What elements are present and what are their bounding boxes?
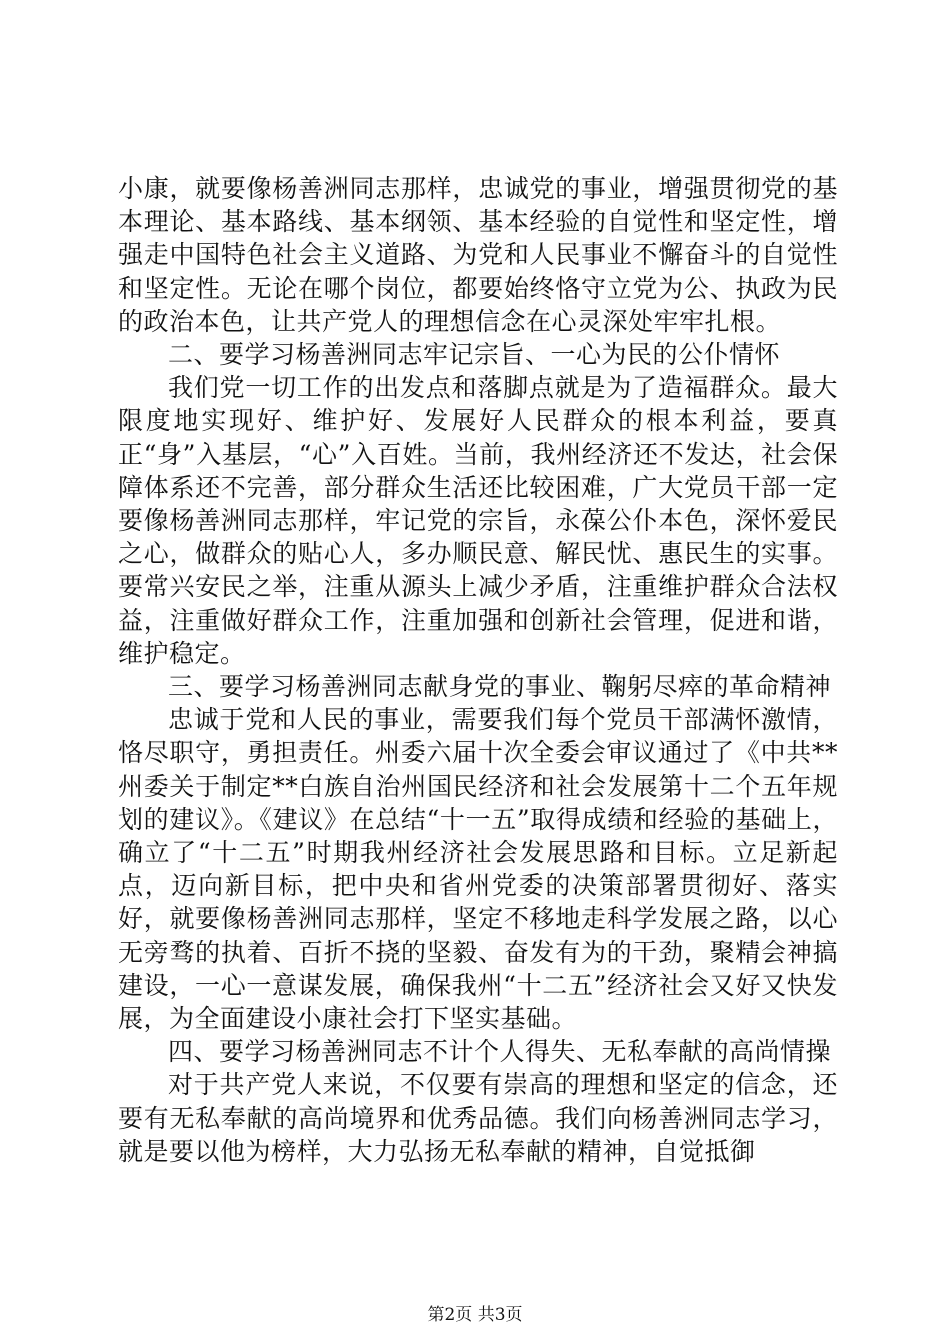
section-heading-3: 三、要学习杨善洲同志献身党的事业、鞠躬尽瘁的革命精神 [168,672,832,702]
section-heading-2: 二、要学习杨善洲同志牢记宗旨、一心为民的公仆情怀 [168,340,781,370]
section-heading-4: 四、要学习杨善洲同志不计个人得失、无私奉献的高尚情操 [168,1037,832,1067]
body-paragraph-1: 小康，就要像杨善洲同志那样，忠诚党的事业，增强贯彻党的基本理论、基本路线、基本纲领、基本经验的自觉性和坚定性，增强走中国特色社会主义道路、为党和人民事业不懈奋斗的自觉性和坚定性。无论在哪个岗位，都要始终恪守立党为公、执政为民的政治本色，让共产党人的理想信念在心灵深处牢牢扎根。 [118,174,838,336]
body-paragraph-4: 对于共产党人来说，不仅要有崇高的理想和坚定的信念，还要有无私奉献的高尚境界和优秀品德。我们向杨善洲同志学习，就是要以他为榜样，大力弘扬无私奉献的精神，自觉抵御 [118,1070,838,1166]
document-body [118,172,838,1168]
page-footer: 第2页 共3页 [427,1305,523,1325]
body-paragraph-3: 忠诚于党和人民的事业，需要我们每个党员干部满怀激情，恪尽职守，勇担责任。州委六届十次全委会审议通过了《中共**州委关于制定**白族自治州国民经济和社会发展第十二个五年规划的建议》。《建议》在总结“十一五”取得成绩和经验的基础上，确立了“十二五”时期我州经济社会发展思路和目标。立足新起点，迈向新目标，把中央和省州党委的决策部署贯彻好、落实好，就要像杨善洲同志那样，坚定不移地走科学发展之路，以心无旁骛的执着、百折不挠的坚毅、奋发有为的干劲，聚精会神搞建设，一心一意谋发展，确保我州“十二五”经济社会又好又快发展，为全面建设小康社会打下坚实基础。 [118,705,838,1034]
body-paragraph-2: 我们党一切工作的出发点和落脚点就是为了造福群众。最大限度地实现好、维护好、发展好人民群众的根本利益，要真正“身”入基层，“心”入百姓。当前，我州经济还不发达，社会保障体系还不完善，部分群众生活还比较困难，广大党员干部一定要像杨善洲同志那样，牢记党的宗旨，永葆公仆本色，深怀爱民之心，做群众的贴心人，多办顺民意、解民忧、惠民生的实事。要常兴安民之举，注重从源头上减少矛盾，注重维护群众合法权益，注重做好群众工作，注重加强和创新社会管理，促进和谐，维护稳定。 [118,373,838,668]
